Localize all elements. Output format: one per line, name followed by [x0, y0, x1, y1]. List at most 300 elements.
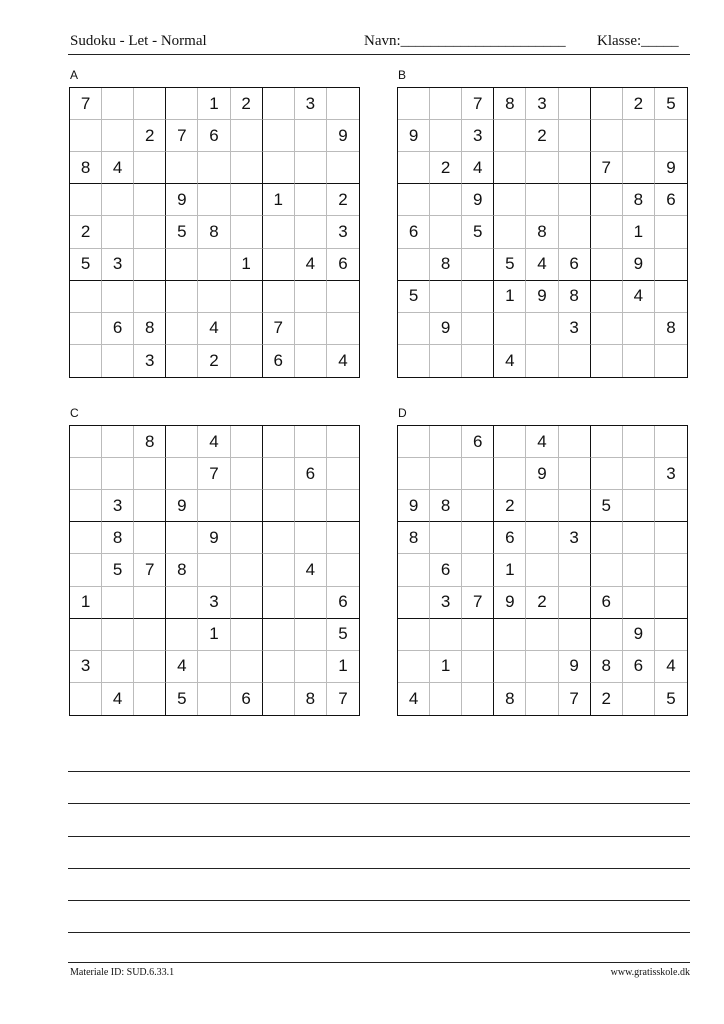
- sudoku-cell[interactable]: 3: [327, 216, 359, 248]
- sudoku-cell[interactable]: [430, 683, 462, 715]
- sudoku-cell[interactable]: 2: [70, 216, 102, 248]
- sudoku-cell[interactable]: [655, 249, 687, 281]
- sudoku-cell[interactable]: [430, 88, 462, 120]
- sudoku-cell[interactable]: 9: [166, 490, 198, 522]
- sudoku-cell[interactable]: [655, 281, 687, 313]
- sudoku-cell[interactable]: 6: [263, 345, 295, 377]
- sudoku-cell[interactable]: 7: [338, 688, 348, 708]
- sudoku-cell[interactable]: [526, 619, 558, 651]
- sudoku-cell[interactable]: 8: [295, 683, 327, 715]
- sudoku-cell[interactable]: [494, 184, 526, 216]
- sudoku-cell[interactable]: [102, 281, 134, 313]
- sudoku-cell[interactable]: 9: [166, 184, 198, 216]
- sudoku-cell[interactable]: [263, 458, 295, 490]
- sudoku-cell[interactable]: 3: [462, 120, 494, 152]
- sudoku-cell[interactable]: 1: [263, 184, 295, 216]
- sudoku-cell[interactable]: [462, 345, 494, 377]
- sudoku-cell[interactable]: 4: [102, 683, 134, 715]
- sudoku-cell[interactable]: [70, 184, 102, 216]
- sudoku-cell[interactable]: 2: [526, 587, 558, 619]
- sudoku-cell[interactable]: 9: [430, 313, 462, 345]
- sudoku-cell[interactable]: 3: [102, 249, 134, 281]
- sudoku-cell[interactable]: [198, 152, 230, 184]
- sudoku-cell[interactable]: 8: [526, 216, 558, 248]
- sudoku-cell[interactable]: 2: [526, 120, 558, 152]
- sudoku-cell[interactable]: [591, 554, 623, 586]
- sudoku-cell[interactable]: [623, 522, 655, 554]
- sudoku-cell[interactable]: [134, 281, 166, 313]
- sudoku-cell[interactable]: [263, 152, 295, 184]
- sudoku-cell[interactable]: 8: [430, 249, 462, 281]
- sudoku-cell[interactable]: 9: [559, 651, 591, 683]
- sudoku-cell[interactable]: 9: [198, 522, 230, 554]
- sudoku-cell[interactable]: [134, 458, 166, 490]
- sudoku-cell[interactable]: [231, 458, 263, 490]
- sudoku-cell[interactable]: 8: [198, 216, 230, 248]
- sudoku-cell[interactable]: [231, 216, 263, 248]
- sudoku-cell[interactable]: [70, 522, 102, 554]
- sudoku-cell[interactable]: [559, 88, 591, 120]
- sudoku-cell[interactable]: [263, 120, 295, 152]
- sudoku-cell[interactable]: [559, 216, 591, 248]
- sudoku-cell[interactable]: [655, 120, 687, 152]
- sudoku-cell[interactable]: [591, 216, 623, 248]
- sudoku-cell[interactable]: 2: [591, 683, 623, 715]
- sudoku-cell[interactable]: [430, 216, 462, 248]
- sudoku-cell[interactable]: [591, 281, 623, 313]
- sudoku-cell[interactable]: [591, 619, 623, 651]
- sudoku-cell[interactable]: 1: [198, 619, 230, 651]
- sudoku-cell[interactable]: [134, 587, 166, 619]
- sudoku-cell[interactable]: [231, 651, 263, 683]
- sudoku-cell[interactable]: 1: [198, 88, 230, 120]
- sudoku-cell[interactable]: 5: [166, 216, 198, 248]
- sudoku-cell[interactable]: 5: [327, 619, 359, 651]
- sudoku-cell[interactable]: [430, 522, 462, 554]
- sudoku-cell[interactable]: [398, 152, 430, 184]
- sudoku-cell[interactable]: 6: [102, 313, 134, 345]
- sudoku-cell[interactable]: [102, 651, 134, 683]
- sudoku-cell[interactable]: [526, 651, 558, 683]
- sudoku-cell[interactable]: 6: [295, 458, 327, 490]
- sudoku-cell[interactable]: [526, 522, 558, 554]
- sudoku-cell[interactable]: [494, 152, 526, 184]
- sudoku-cell[interactable]: 4: [295, 554, 327, 586]
- sudoku-cell[interactable]: 8: [591, 651, 623, 683]
- sudoku-cell[interactable]: [327, 522, 359, 554]
- sudoku-cell[interactable]: 1: [623, 216, 655, 248]
- sudoku-cell[interactable]: [430, 184, 462, 216]
- sudoku-cell[interactable]: [398, 88, 430, 120]
- sudoku-cell[interactable]: [494, 619, 526, 651]
- sudoku-cell[interactable]: 7: [591, 152, 623, 184]
- sudoku-cell[interactable]: [231, 619, 263, 651]
- sudoku-cell[interactable]: 6: [198, 120, 230, 152]
- sudoku-cell[interactable]: [559, 426, 591, 458]
- sudoku-cell[interactable]: [655, 490, 687, 522]
- sudoku-cell[interactable]: [134, 88, 166, 120]
- sudoku-cell[interactable]: 4: [338, 350, 348, 370]
- sudoku-cell[interactable]: 3: [559, 522, 591, 554]
- sudoku-cell[interactable]: 3: [430, 587, 462, 619]
- sudoku-cell[interactable]: [559, 458, 591, 490]
- sudoku-cell[interactable]: [198, 651, 230, 683]
- sudoku-cell[interactable]: [166, 152, 198, 184]
- sudoku-cell[interactable]: 1: [70, 587, 102, 619]
- sudoku-cell[interactable]: 9: [462, 184, 494, 216]
- sudoku-cell[interactable]: 3: [70, 651, 102, 683]
- sudoku-cell[interactable]: [398, 651, 430, 683]
- sudoku-cell[interactable]: [494, 216, 526, 248]
- sudoku-cell[interactable]: [462, 458, 494, 490]
- sudoku-cell[interactable]: 1: [494, 554, 526, 586]
- sudoku-cell[interactable]: 9: [526, 458, 558, 490]
- sudoku-cell[interactable]: 6: [655, 184, 687, 216]
- sudoku-cell[interactable]: 6: [231, 683, 263, 715]
- sudoku-cell[interactable]: [327, 281, 359, 313]
- sudoku-cell[interactable]: [70, 313, 102, 345]
- sudoku-cell[interactable]: [166, 587, 198, 619]
- sudoku-cell[interactable]: [398, 619, 430, 651]
- sudoku-cell[interactable]: [263, 522, 295, 554]
- sudoku-cell[interactable]: [70, 683, 102, 715]
- sudoku-cell[interactable]: [70, 120, 102, 152]
- sudoku-cell[interactable]: 6: [623, 651, 655, 683]
- sudoku-cell[interactable]: [559, 345, 591, 377]
- sudoku-cell[interactable]: 9: [655, 152, 687, 184]
- sudoku-cell[interactable]: 9: [623, 249, 655, 281]
- sudoku-cell[interactable]: 7: [166, 120, 198, 152]
- sudoku-cell[interactable]: [623, 683, 655, 715]
- sudoku-cell[interactable]: [231, 554, 263, 586]
- sudoku-cell[interactable]: [134, 651, 166, 683]
- sudoku-cell[interactable]: [398, 554, 430, 586]
- sudoku-cell[interactable]: [263, 216, 295, 248]
- sudoku-cell[interactable]: [655, 619, 687, 651]
- sudoku-cell[interactable]: [526, 554, 558, 586]
- sudoku-cell[interactable]: 8: [655, 313, 687, 345]
- sudoku-cell[interactable]: [70, 490, 102, 522]
- sudoku-cell[interactable]: [398, 345, 430, 377]
- sudoku-cell[interactable]: 2: [134, 120, 166, 152]
- sudoku-cell[interactable]: [655, 554, 687, 586]
- sudoku-cell[interactable]: [295, 184, 327, 216]
- sudoku-cell[interactable]: [166, 522, 198, 554]
- sudoku-cell[interactable]: 5: [398, 281, 430, 313]
- sudoku-cell[interactable]: [263, 281, 295, 313]
- sudoku-cell[interactable]: [166, 619, 198, 651]
- sudoku-cell[interactable]: [295, 120, 327, 152]
- sudoku-cell[interactable]: 8: [166, 554, 198, 586]
- sudoku-cell[interactable]: [198, 184, 230, 216]
- sudoku-cell[interactable]: [134, 522, 166, 554]
- sudoku-cell[interactable]: [231, 184, 263, 216]
- sudoku-cell[interactable]: 8: [398, 522, 430, 554]
- sudoku-cell[interactable]: 4: [166, 651, 198, 683]
- sudoku-cell[interactable]: [102, 184, 134, 216]
- sudoku-cell[interactable]: [102, 120, 134, 152]
- sudoku-cell[interactable]: 9: [494, 587, 526, 619]
- sudoku-cell[interactable]: [591, 120, 623, 152]
- sudoku-cell[interactable]: 8: [134, 313, 166, 345]
- sudoku-cell[interactable]: [166, 281, 198, 313]
- sudoku-cell[interactable]: 8: [623, 184, 655, 216]
- sudoku-cell[interactable]: 7: [263, 313, 295, 345]
- sudoku-cell[interactable]: 7: [198, 458, 230, 490]
- sudoku-cell[interactable]: [430, 426, 462, 458]
- sudoku-cell[interactable]: [526, 313, 558, 345]
- sudoku-cell[interactable]: [327, 152, 359, 184]
- sudoku-cell[interactable]: [559, 152, 591, 184]
- sudoku-cell[interactable]: [231, 490, 263, 522]
- sudoku-cell[interactable]: [494, 120, 526, 152]
- sudoku-cell[interactable]: 5: [655, 88, 687, 120]
- sudoku-cell[interactable]: 7: [462, 587, 494, 619]
- sudoku-cell[interactable]: 2: [327, 184, 359, 216]
- sudoku-cell[interactable]: 8: [494, 88, 526, 120]
- sudoku-cell[interactable]: 5: [462, 216, 494, 248]
- sudoku-cell[interactable]: [526, 345, 558, 377]
- sudoku-cell[interactable]: [198, 281, 230, 313]
- sudoku-cell[interactable]: 4: [526, 249, 558, 281]
- sudoku-cell[interactable]: 2: [494, 490, 526, 522]
- sudoku-cell[interactable]: [198, 249, 230, 281]
- sudoku-cell[interactable]: 8: [70, 152, 102, 184]
- sudoku-cell[interactable]: [102, 216, 134, 248]
- sudoku-cell[interactable]: 5: [494, 249, 526, 281]
- sudoku-cell[interactable]: 3: [526, 88, 558, 120]
- sudoku-cell[interactable]: [263, 619, 295, 651]
- sudoku-cell[interactable]: [327, 88, 359, 120]
- sudoku-cell[interactable]: [102, 88, 134, 120]
- sudoku-cell[interactable]: 8: [430, 490, 462, 522]
- sudoku-cell[interactable]: 6: [494, 522, 526, 554]
- sudoku-cell[interactable]: [591, 426, 623, 458]
- sudoku-cell[interactable]: [295, 313, 327, 345]
- sudoku-cell[interactable]: [559, 587, 591, 619]
- sudoku-cell[interactable]: [526, 683, 558, 715]
- sudoku-cell[interactable]: 6: [462, 426, 494, 458]
- sudoku-cell[interactable]: [623, 345, 655, 377]
- sudoku-cell[interactable]: [591, 458, 623, 490]
- sudoku-cell[interactable]: 6: [430, 554, 462, 586]
- sudoku-cell[interactable]: [591, 249, 623, 281]
- sudoku-cell[interactable]: [231, 345, 263, 377]
- sudoku-cell[interactable]: [655, 216, 687, 248]
- sudoku-cell[interactable]: [70, 619, 102, 651]
- sudoku-cell[interactable]: 5: [666, 688, 676, 708]
- sudoku-cell[interactable]: [295, 587, 327, 619]
- sudoku-cell[interactable]: [462, 281, 494, 313]
- sudoku-cell[interactable]: [462, 522, 494, 554]
- sudoku-cell[interactable]: [102, 587, 134, 619]
- sudoku-cell[interactable]: [591, 345, 623, 377]
- sudoku-cell[interactable]: [134, 490, 166, 522]
- sudoku-cell[interactable]: [102, 619, 134, 651]
- sudoku-cell[interactable]: 4: [198, 313, 230, 345]
- sudoku-cell[interactable]: 5: [591, 490, 623, 522]
- sudoku-cell[interactable]: [559, 184, 591, 216]
- sudoku-cell[interactable]: [166, 88, 198, 120]
- sudoku-cell[interactable]: 8: [134, 426, 166, 458]
- sudoku-cell[interactable]: [623, 490, 655, 522]
- sudoku-cell[interactable]: [102, 458, 134, 490]
- sudoku-cell[interactable]: [559, 554, 591, 586]
- sudoku-cell[interactable]: [327, 426, 359, 458]
- sudoku-cell[interactable]: 4: [295, 249, 327, 281]
- sudoku-cell[interactable]: [398, 587, 430, 619]
- sudoku-cell[interactable]: [430, 345, 462, 377]
- sudoku-cell[interactable]: [70, 554, 102, 586]
- sudoku-cell[interactable]: [430, 619, 462, 651]
- sudoku-cell[interactable]: [166, 345, 198, 377]
- sudoku-cell[interactable]: [494, 651, 526, 683]
- sudoku-cell[interactable]: [166, 426, 198, 458]
- sudoku-cell[interactable]: 6: [559, 249, 591, 281]
- sudoku-cell[interactable]: [134, 619, 166, 651]
- sudoku-cell[interactable]: [623, 313, 655, 345]
- sudoku-cell[interactable]: [655, 345, 687, 377]
- sudoku-cell[interactable]: [166, 313, 198, 345]
- sudoku-cell[interactable]: [559, 619, 591, 651]
- sudoku-cell[interactable]: [295, 345, 327, 377]
- sudoku-cell[interactable]: [231, 587, 263, 619]
- sudoku-cell[interactable]: [295, 152, 327, 184]
- sudoku-cell[interactable]: [70, 281, 102, 313]
- sudoku-cell[interactable]: [591, 184, 623, 216]
- sudoku-cell[interactable]: [462, 619, 494, 651]
- sudoku-cell[interactable]: [231, 120, 263, 152]
- sudoku-cell[interactable]: [295, 281, 327, 313]
- sudoku-cell[interactable]: 4: [198, 426, 230, 458]
- sudoku-cell[interactable]: 5: [166, 683, 198, 715]
- sudoku-cell[interactable]: 1: [430, 651, 462, 683]
- sudoku-cell[interactable]: [591, 522, 623, 554]
- sudoku-cell[interactable]: [295, 426, 327, 458]
- sudoku-cell[interactable]: [295, 490, 327, 522]
- sudoku-cell[interactable]: 3: [295, 88, 327, 120]
- sudoku-cell[interactable]: [231, 281, 263, 313]
- sudoku-cell[interactable]: 4: [623, 281, 655, 313]
- sudoku-cell[interactable]: [327, 490, 359, 522]
- sudoku-cell[interactable]: [263, 426, 295, 458]
- sudoku-cell[interactable]: 5: [102, 554, 134, 586]
- sudoku-cell[interactable]: [134, 683, 166, 715]
- sudoku-cell[interactable]: [166, 249, 198, 281]
- sudoku-cell[interactable]: 4: [102, 152, 134, 184]
- sudoku-cell[interactable]: [462, 683, 494, 715]
- sudoku-cell[interactable]: [327, 554, 359, 586]
- sudoku-cell[interactable]: [430, 281, 462, 313]
- sudoku-cell[interactable]: [462, 313, 494, 345]
- sudoku-cell[interactable]: [494, 426, 526, 458]
- sudoku-cell[interactable]: 4: [526, 426, 558, 458]
- sudoku-cell[interactable]: [398, 426, 430, 458]
- website-link[interactable]: www.gratisskole.dk: [610, 967, 690, 978]
- sudoku-cell[interactable]: [263, 554, 295, 586]
- sudoku-cell[interactable]: 8: [559, 281, 591, 313]
- sudoku-cell[interactable]: [462, 490, 494, 522]
- sudoku-cell[interactable]: [134, 152, 166, 184]
- sudoku-cell[interactable]: [398, 313, 430, 345]
- sudoku-cell[interactable]: [559, 490, 591, 522]
- sudoku-cell[interactable]: [327, 313, 359, 345]
- sudoku-cell[interactable]: [591, 313, 623, 345]
- sudoku-cell[interactable]: [591, 88, 623, 120]
- sudoku-cell[interactable]: [263, 651, 295, 683]
- sudoku-cell[interactable]: [655, 522, 687, 554]
- sudoku-cell[interactable]: 2: [198, 345, 230, 377]
- sudoku-cell[interactable]: 7: [462, 88, 494, 120]
- sudoku-cell[interactable]: 6: [327, 249, 359, 281]
- sudoku-cell[interactable]: 6: [398, 216, 430, 248]
- sudoku-cell[interactable]: [295, 216, 327, 248]
- sudoku-cell[interactable]: [559, 120, 591, 152]
- sudoku-cell[interactable]: 9: [327, 120, 359, 152]
- sudoku-cell[interactable]: 3: [198, 587, 230, 619]
- sudoku-cell[interactable]: 1: [327, 651, 359, 683]
- sudoku-cell[interactable]: [166, 458, 198, 490]
- sudoku-cell[interactable]: [263, 490, 295, 522]
- sudoku-cell[interactable]: [70, 458, 102, 490]
- sudoku-cell[interactable]: 2: [430, 152, 462, 184]
- sudoku-cell[interactable]: [295, 619, 327, 651]
- sudoku-cell[interactable]: [198, 683, 230, 715]
- sudoku-cell[interactable]: 9: [526, 281, 558, 313]
- sudoku-cell[interactable]: [295, 651, 327, 683]
- sudoku-cell[interactable]: [102, 345, 134, 377]
- sudoku-cell[interactable]: [263, 587, 295, 619]
- sudoku-cell[interactable]: [198, 490, 230, 522]
- sudoku-cell[interactable]: [134, 184, 166, 216]
- sudoku-cell[interactable]: 4: [462, 152, 494, 184]
- sudoku-cell[interactable]: 6: [591, 587, 623, 619]
- sudoku-cell[interactable]: [623, 587, 655, 619]
- sudoku-cell[interactable]: 7: [70, 88, 102, 120]
- sudoku-cell[interactable]: [462, 554, 494, 586]
- sudoku-cell[interactable]: 1: [494, 281, 526, 313]
- sudoku-cell[interactable]: [263, 683, 295, 715]
- sudoku-cell[interactable]: [655, 587, 687, 619]
- sudoku-cell[interactable]: [263, 249, 295, 281]
- sudoku-cell[interactable]: [231, 426, 263, 458]
- sudoku-cell[interactable]: [70, 345, 102, 377]
- sudoku-cell[interactable]: [430, 458, 462, 490]
- sudoku-cell[interactable]: 3: [134, 345, 166, 377]
- sudoku-cell[interactable]: [102, 426, 134, 458]
- sudoku-cell[interactable]: [70, 426, 102, 458]
- sudoku-cell[interactable]: [526, 184, 558, 216]
- sudoku-cell[interactable]: 3: [655, 458, 687, 490]
- sudoku-cell[interactable]: [398, 249, 430, 281]
- sudoku-cell[interactable]: [198, 554, 230, 586]
- class-field[interactable]: Klasse:_____: [597, 33, 679, 49]
- sudoku-cell[interactable]: [623, 554, 655, 586]
- sudoku-cell[interactable]: [398, 458, 430, 490]
- sudoku-cell[interactable]: 9: [623, 619, 655, 651]
- sudoku-cell[interactable]: [623, 426, 655, 458]
- sudoku-cell[interactable]: 2: [231, 88, 263, 120]
- sudoku-cell[interactable]: 3: [102, 490, 134, 522]
- sudoku-cell[interactable]: [494, 313, 526, 345]
- sudoku-cell[interactable]: [134, 249, 166, 281]
- sudoku-cell[interactable]: [462, 651, 494, 683]
- sudoku-cell[interactable]: 4: [494, 345, 526, 377]
- sudoku-cell[interactable]: [623, 152, 655, 184]
- sudoku-cell[interactable]: [134, 216, 166, 248]
- sudoku-cell[interactable]: [231, 152, 263, 184]
- sudoku-cell[interactable]: 5: [70, 249, 102, 281]
